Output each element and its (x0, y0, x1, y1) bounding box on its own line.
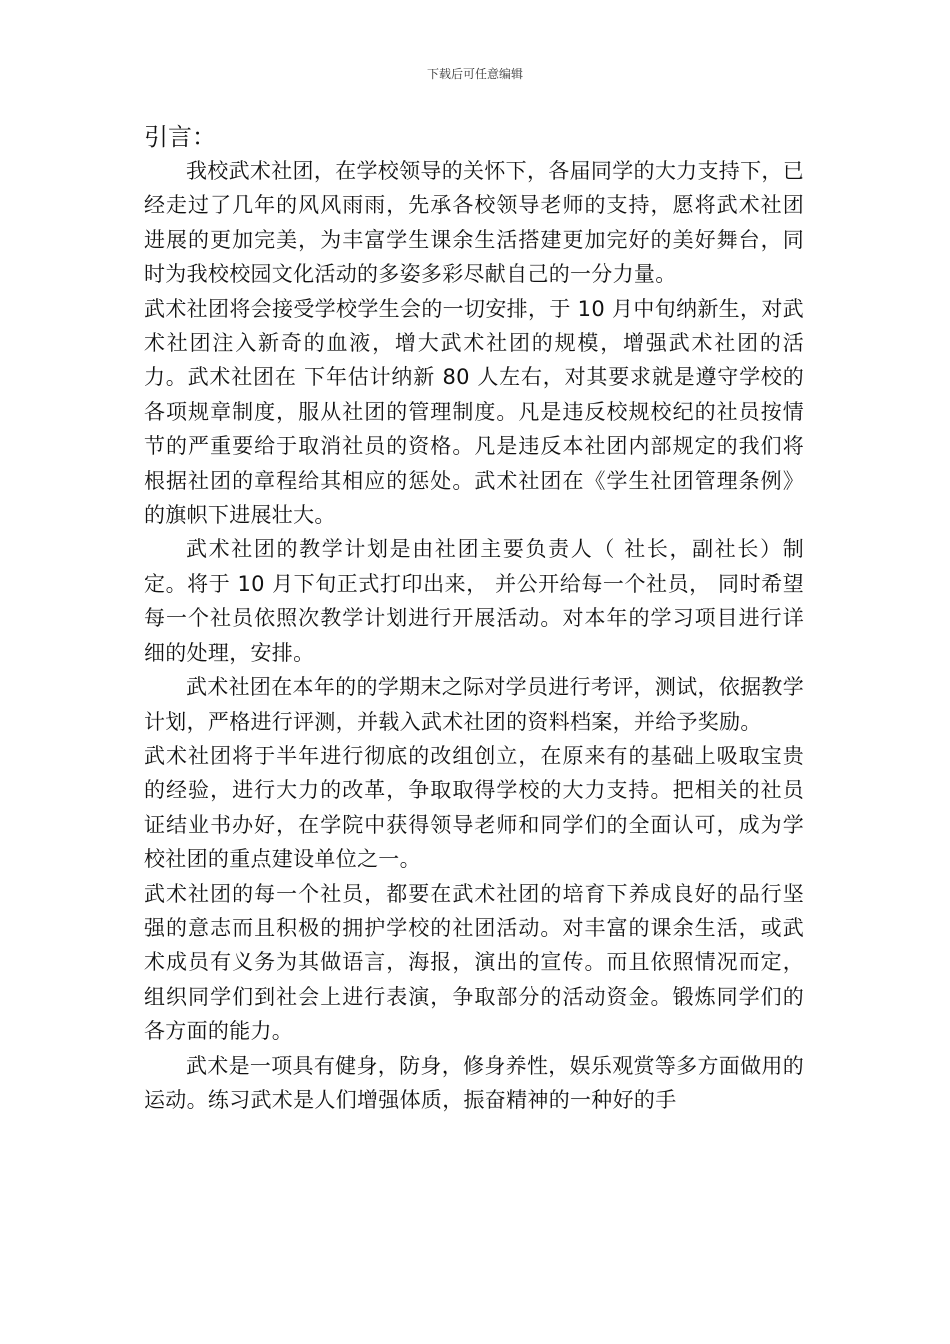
paragraph-recruitment: 武术社团将会接受学校学生会的一切安排，于 10 月中旬纳新生，对武术社团注入新奇的血液，增大武术社团的规模，增强武术社团的活力。武术社团在 下年估计纳新 80 人左右，对其要求就是遵守学校的各项规章制度，服从社团的管理制度。凡是违反校规校纪的社员按情节的严重要给于取消社员的资格。凡是违反本社团内部规定的我们将根据社团的章程给其相应的惩处。武术社团在《学生社团管理条例》的旗帜下进展壮大。 (144, 296, 804, 528)
document-heading: 引言： (144, 123, 216, 151)
paragraph-reorganization: 武术社团将于半年进行彻底的改组创立，在原来有的基础上吸取宝贵的经验，进行大力的改革，争取取得学校的大力支持。把相关的社员证结业书办好，在学院中获得领导老师和同学们的全面认可，成为学校社团的重点建设单位之一。 (144, 743, 804, 872)
paragraph-martial-arts-benefits: 武术是一项具有健身，防身，修身养性，娱乐观赏等多方面做用的运动。练习武术是人们增强体质，振奋精神的一种好的手 (144, 1053, 804, 1112)
page-header: 下载后可任意编辑 (426, 67, 523, 81)
paragraph-teaching-plan: 武术社团的教学计划是由社团主要负责人（ 社长，副社长）制定。将于 10 月下旬正式打印出来， 并公开给每一个社员， 同时希望每一个社员依照次教学计划进行开展活动。对本年的学习项目进行详细的处理，安排。 (144, 537, 804, 665)
paragraph-member-duties: 武术社团的每一个社员，都要在武术社团的培育下养成良好的品行坚强的意志而且积极的拥护学校的社团活动。对丰富的课余生活，或武术成员有义务为其做语言，海报，演出的宣传。而且依照情况而定，组织同学们到社会上进行表演，争取部分的活动资金。锻炼同学们的各方面的能力。 (144, 881, 804, 1044)
paragraph-assessment: 武术社团在本年的的学期末之际对学员进行考评，测试，依据教学计划，严格进行评测，并载入武术社团的资料档案，并给予奖励。 (144, 675, 804, 734)
paragraph-introduction: 我校武术社团，在学校领导的关怀下，各届同学的大力支持下，已经走过了几年的风风雨雨，先承各校领导老师的支持，愿将武术社团进展的更加完美，为丰富学生课余生活搭建更加完好的美好舞台，同时为我校校园文化活动的多姿多彩尽献自己的一分力量。 (144, 159, 804, 287)
document-body (144, 120, 804, 1117)
